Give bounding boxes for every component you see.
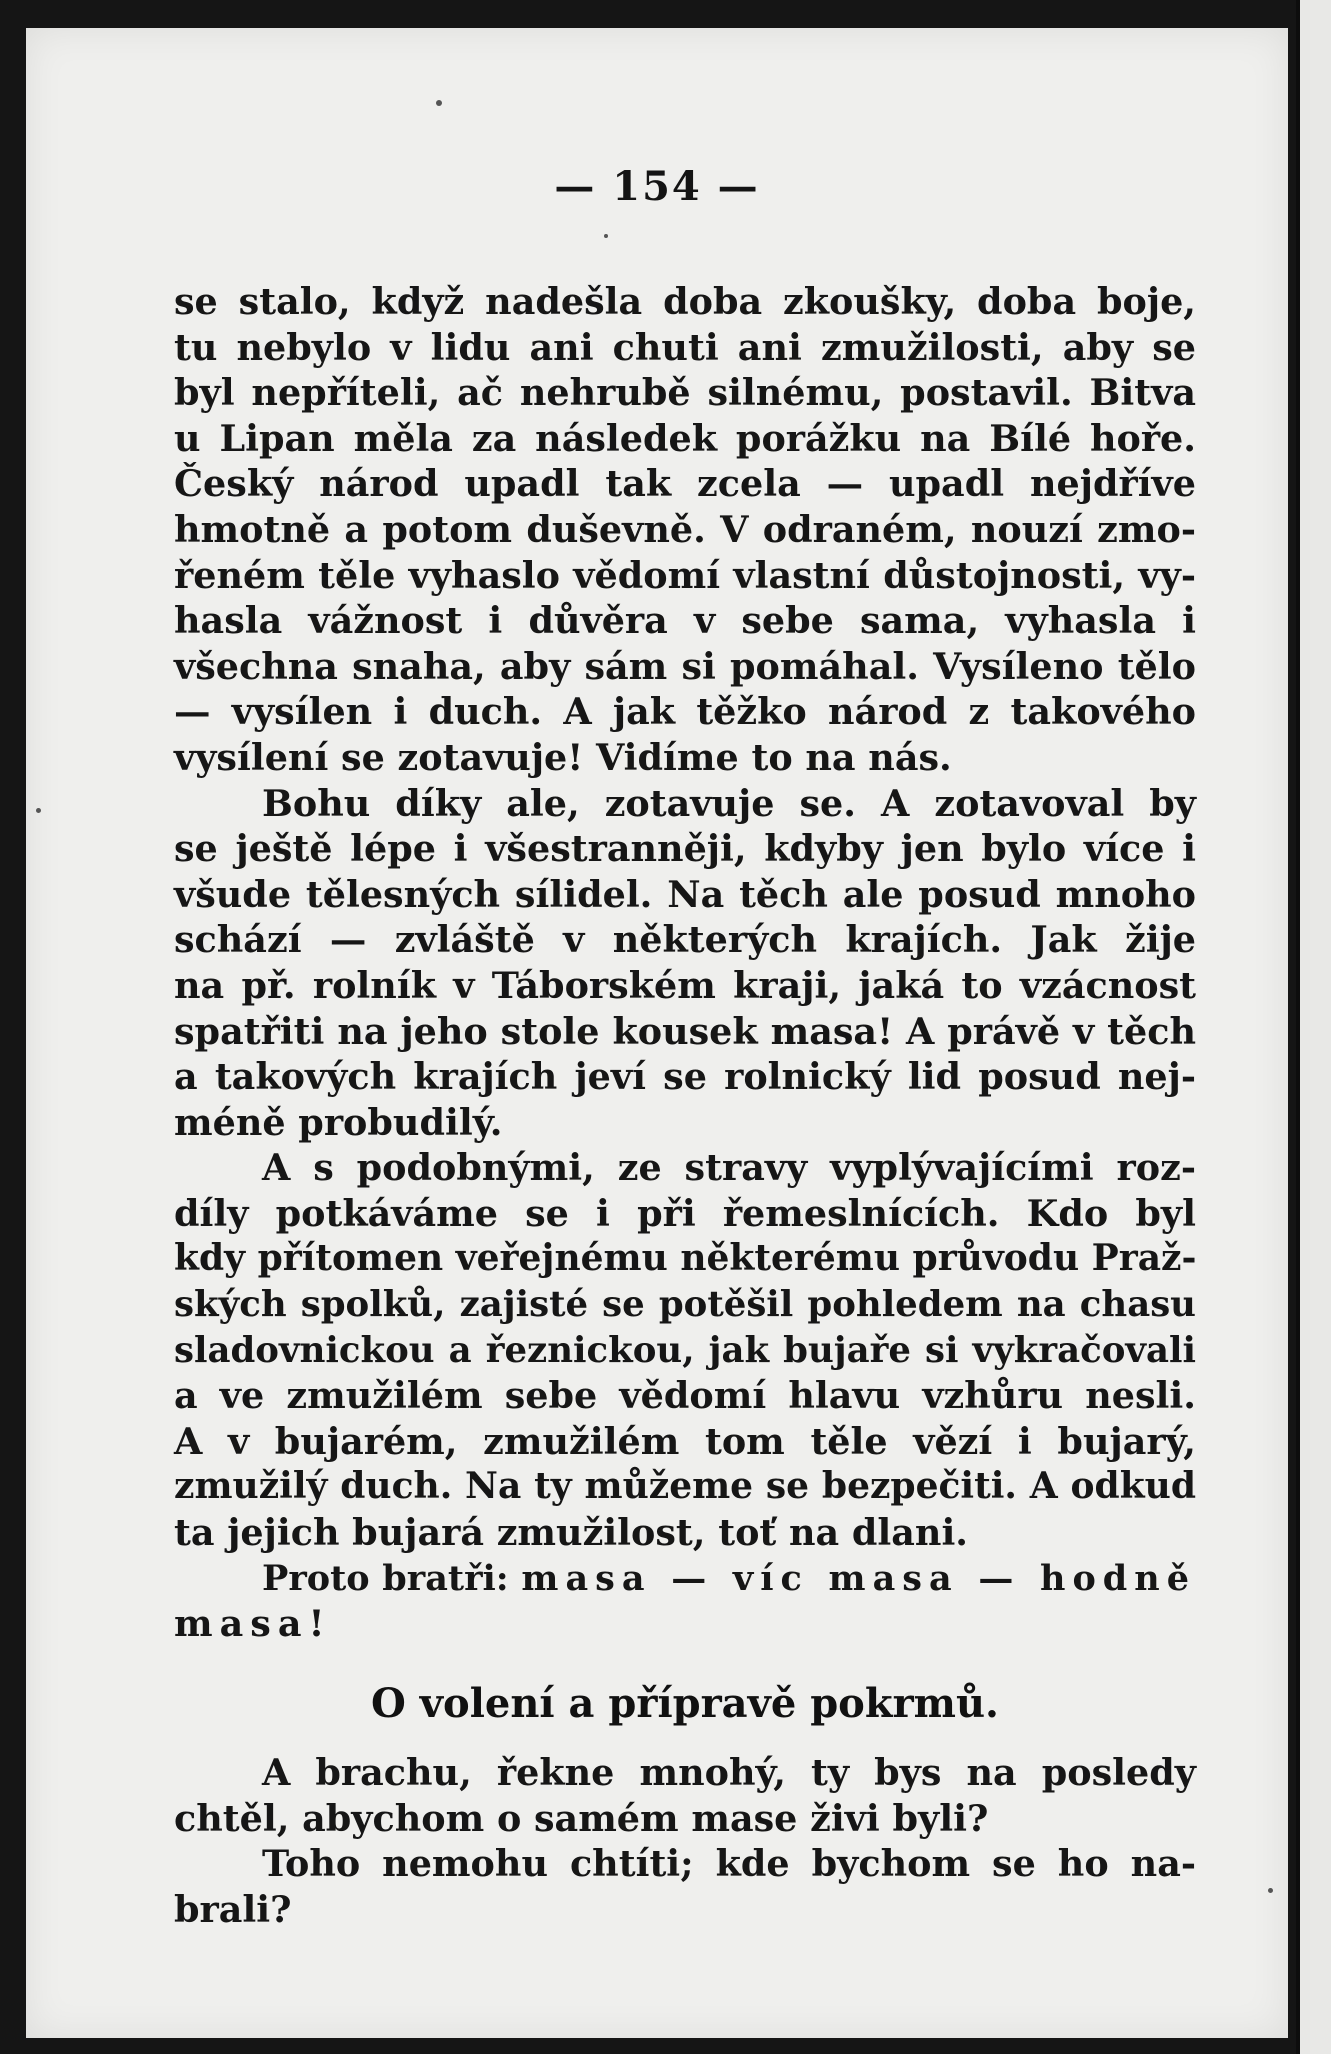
text-line: brali? — [174, 1887, 292, 1931]
body-text — [174, 279, 1196, 1647]
text-line: — vysílen i duch. A jak těžko národ z takového — [174, 690, 1196, 734]
text-line: ta jejich bujará zmužilost, toť na dlani. — [174, 1511, 969, 1555]
text-line: ských spolků, zajisté se potěšil pohledem na chasu — [174, 1284, 1196, 1326]
section-heading: O volení a přípravě pokrmů. — [371, 1680, 999, 1727]
text-line: Český národ upadl tak zcela — upadl nejdříve — [174, 462, 1196, 506]
print-speck — [436, 100, 442, 106]
text-line: všechna snaha, aby sám si pomáhal. Vysíleno tělo — [174, 644, 1196, 688]
print-speck — [1268, 1888, 1273, 1893]
page-number: — 154 — — [554, 163, 760, 210]
spaced-emphasis: masa! — [174, 1602, 332, 1646]
text-line: a takových krajích jeví se rolnický lid posud nej- — [174, 1055, 1196, 1099]
text-fragment: Proto bratři: — [262, 1557, 522, 1599]
text-line: u Lipan měla za následek porážku na Bílé hoře. — [174, 416, 1196, 460]
text-line: spatřiti na jeho stole kousek masa! A právě v těch — [174, 1009, 1196, 1053]
text-line: hasla vážnost i důvěra v sebe sama, vyhasla i — [174, 599, 1196, 643]
text-line: Bohu díky ale, zotavuje se. A zotavoval by — [262, 781, 1196, 825]
adjacent-page-edge — [1296, 0, 1331, 2054]
text-line: schází — zvláště v některých krajích. Jak žije — [174, 918, 1196, 962]
text-line: A s podobnými, ze stravy vyplývajícími roz- — [262, 1146, 1196, 1190]
text-line: a ve zmužilém sebe vědomí hlavu vzhůru nesli. — [174, 1374, 1196, 1418]
text-line: chtěl, abychom o samém mase živi byli? — [174, 1796, 989, 1840]
text-line: hmotně a potom duševně. V odraném, nouzí zmo- — [174, 507, 1196, 551]
text-line: zmužilý duch. Na ty můžeme se bezpečiti. A odkud — [174, 1465, 1196, 1508]
print-speck — [604, 234, 608, 238]
spaced-emphasis: masa — víc masa — hodně — [521, 1557, 1196, 1599]
text-line: všude tělesných sílidel. Na těch ale posud mnoho — [174, 872, 1196, 916]
text-line: sladovnickou a řeznickou, jak bujaře si vykračovali — [174, 1329, 1196, 1371]
print-speck — [36, 808, 41, 813]
page-gutter-shadow — [1296, 0, 1300, 2054]
text-line: vysílení se zotavuje! Vidíme to na nás. — [174, 735, 952, 779]
text-line — [174, 1556, 1196, 1602]
book-page — [26, 28, 1288, 2038]
text-line: se ještě lépe i všestranněji, kdyby jen bylo více i — [174, 827, 1196, 871]
text-line: Toho nemohu chtíti; kde bychom se ho na- — [262, 1842, 1196, 1886]
text-line: A v bujarém, zmužilém tom těle vězí i bujarý, — [174, 1419, 1196, 1463]
text-line: méně probudilý. — [174, 1100, 503, 1144]
text-line: řeném těle vyhaslo vědomí vlastní důstojnosti, vy- — [174, 553, 1196, 597]
text-line: kdy přítomen veřejnému některému průvodu Praž- — [174, 1237, 1197, 1280]
text-line: na př. rolník v Táborském kraji, jaká to vzácnost — [174, 963, 1196, 1007]
section-body-text — [174, 1750, 1196, 1932]
text-line: se stalo, když nadešla doba zkoušky, doba boje, — [174, 280, 1196, 323]
text-line: A brachu, řekne mnohý, ty bys na posledy — [262, 1751, 1196, 1794]
text-line: díly potkáváme se i při řemeslnících. Kdo byl — [174, 1191, 1196, 1235]
text-line — [174, 1601, 1196, 1647]
text-line: tu nebylo v lidu ani chuti ani zmužilosti, aby se — [174, 325, 1196, 369]
text-line: byl nepříteli, ač nehrubě silnému, postavil. Bitva — [174, 371, 1196, 415]
